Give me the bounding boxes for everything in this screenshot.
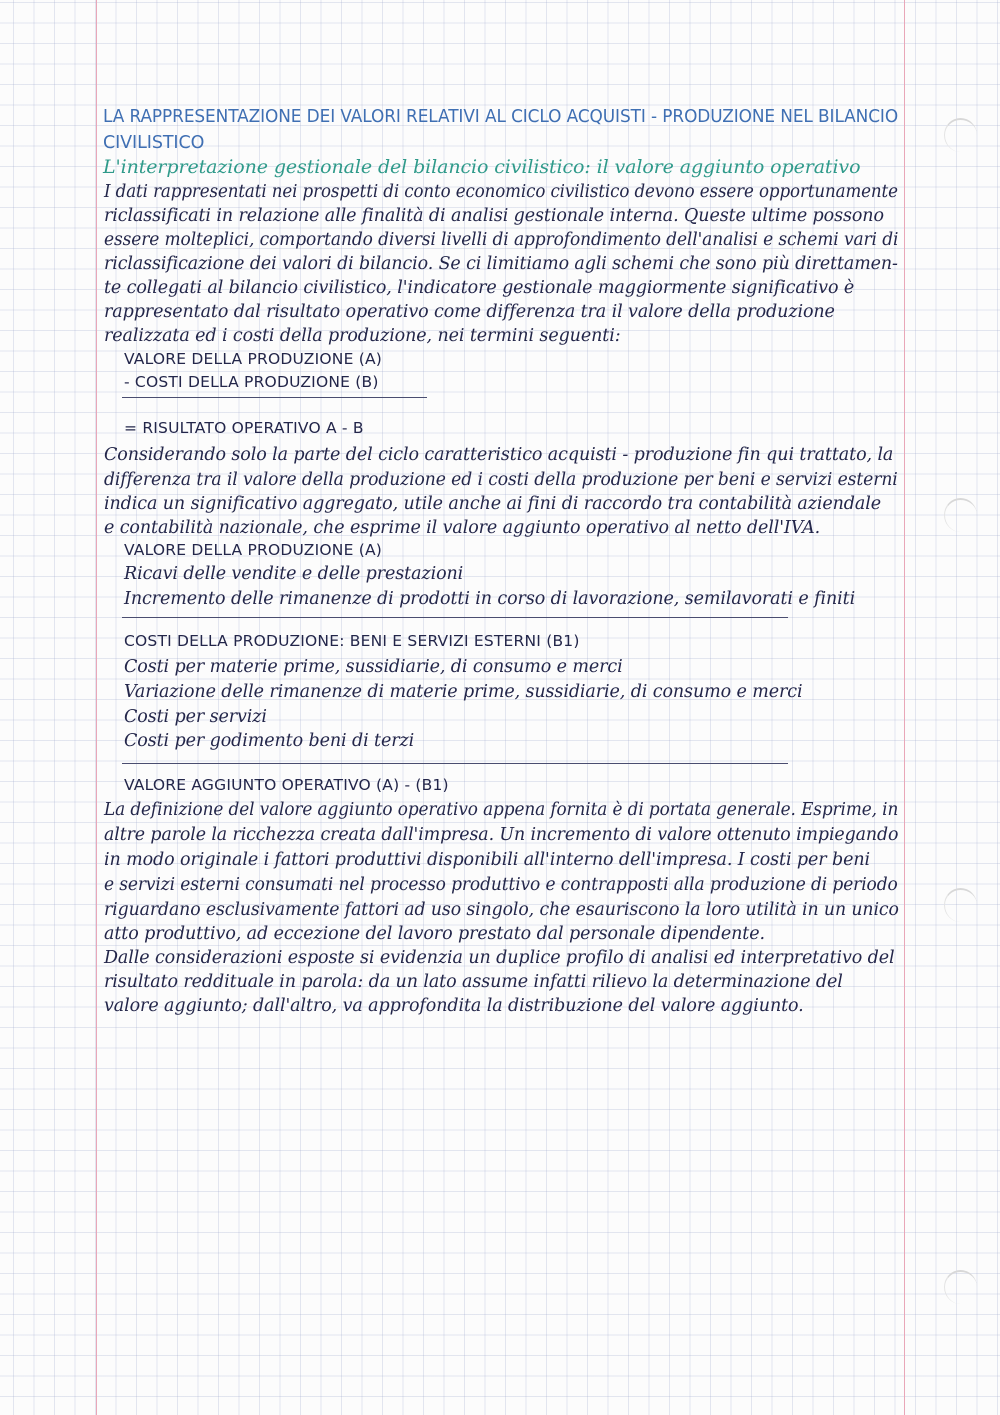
divider bbox=[122, 397, 427, 398]
divider bbox=[122, 617, 788, 618]
paragraph-line: I dati rappresentati nei prospetti di conto economico civilistico devono essere opportunamente bbox=[104, 182, 898, 202]
divider bbox=[122, 763, 788, 764]
paragraph-line: riclassificazione dei valori di bilancio. Se ci limitiamo agli schemi che sono più direttamen- bbox=[104, 254, 898, 274]
paragraph-line: te collegati al bilancio civilistico, l'indicatore gestionale maggiormente significativo è bbox=[104, 278, 855, 298]
paragraph-line: riclassificati in relazione alle finalità di analisi gestionale interna. Queste ultime possono bbox=[104, 206, 884, 226]
paragraph-line: altre parole la ricchezza creata dall'impresa. Un incremento di valore ottenuto impiegando bbox=[104, 825, 899, 845]
page-title-line1: LA RAPPRESENTAZIONE DEI VALORI RELATIVI AL CICLO ACQUISTI - PRODUZIONE NEL BILANCIO bbox=[103, 107, 899, 127]
scheme-cost-line: - COSTI DELLA PRODUZIONE (B) bbox=[124, 373, 379, 391]
cost-block-item: Costi per godimento beni di terzi bbox=[124, 731, 415, 751]
punch-hole bbox=[944, 888, 977, 922]
punch-hole bbox=[944, 1270, 977, 1304]
right-margin-line bbox=[904, 0, 905, 1415]
paragraph-line: riguardano esclusivamente fattori ad uso singolo, che esauriscono la loro utilità in un unico bbox=[104, 900, 899, 920]
paragraph-line: indica un significativo aggregato, utile anche ai fini di raccordo tra contabilità aziendale bbox=[104, 494, 881, 514]
paragraph-line: La definizione del valore aggiunto operativo appena fornita è di portata generale. Esprime, in bbox=[104, 800, 899, 820]
paragraph-line: in modo originale i fattori produttivi disponibili all'interno dell'impresa. I costi per beni bbox=[104, 850, 871, 870]
paragraph-line: rappresentato dal risultato operativo come differenza tra il valore della produzione bbox=[104, 302, 835, 322]
section-subtitle: L'interpretazione gestionale del bilancio civilistico: il valore aggiunto operativo bbox=[103, 156, 861, 178]
value-block-header: VALORE DELLA PRODUZIONE (A) bbox=[124, 541, 383, 559]
left-margin-line bbox=[96, 0, 97, 1415]
paragraph-line: e contabilità nazionale, che esprime il valore aggiunto operativo al netto dell'IVA. bbox=[104, 518, 821, 538]
scheme-result-line: = RISULTATO OPERATIVO A - B bbox=[124, 419, 364, 437]
paragraph-line: Considerando solo la parte del ciclo caratteristico acquisti - produzione fin qui trattato, la bbox=[104, 445, 894, 465]
cost-block-item: Costi per servizi bbox=[124, 707, 267, 727]
punch-hole bbox=[944, 498, 977, 532]
value-block-item: Incremento delle rimanenze di prodotti in corso di lavorazione, semilavorati e finiti bbox=[124, 589, 856, 609]
cost-block-item: Variazione delle rimanenze di materie prime, sussidiarie, di consumo e merci bbox=[124, 682, 803, 702]
paragraph-line: risultato reddituale in parola: da un lato assume infatti rilievo la determinazione del bbox=[104, 972, 843, 992]
paragraph-line: e servizi esterni consumati nel processo produttivo e contrapposti alla produzione di periodo bbox=[104, 875, 898, 895]
page-title-line2: CIVILISTICO bbox=[103, 133, 205, 153]
paragraph-line: valore aggiunto; dall'altro, va approfondita la distribuzione del valore aggiunto. bbox=[104, 996, 804, 1016]
cost-block-header: COSTI DELLA PRODUZIONE: BENI E SERVIZI ESTERNI (B1) bbox=[124, 632, 580, 650]
added-value-header: VALORE AGGIUNTO OPERATIVO (A) - (B1) bbox=[124, 776, 449, 794]
cost-block-item: Costi per materie prime, sussidiarie, di consumo e merci bbox=[124, 657, 623, 677]
paragraph-line: Dalle considerazioni esposte si evidenzia un duplice profilo di analisi ed interpretativo del bbox=[104, 948, 895, 968]
value-block-item: Ricavi delle vendite e delle prestazioni bbox=[124, 564, 464, 584]
paragraph-line: essere molteplici, comportando diversi livelli di approfondimento dell'analisi e schemi vari di bbox=[104, 230, 899, 250]
paragraph-line: realizzata ed i costi della produzione, nei termini seguenti: bbox=[104, 326, 621, 346]
paragraph-line: differenza tra il valore della produzione ed i costi della produzione per beni e servizi esterni bbox=[104, 470, 898, 490]
scheme-value-line: VALORE DELLA PRODUZIONE (A) bbox=[124, 350, 383, 368]
punch-hole bbox=[944, 118, 977, 152]
paragraph-line: atto produttivo, ad eccezione del lavoro prestato dal personale dipendente. bbox=[104, 924, 765, 944]
